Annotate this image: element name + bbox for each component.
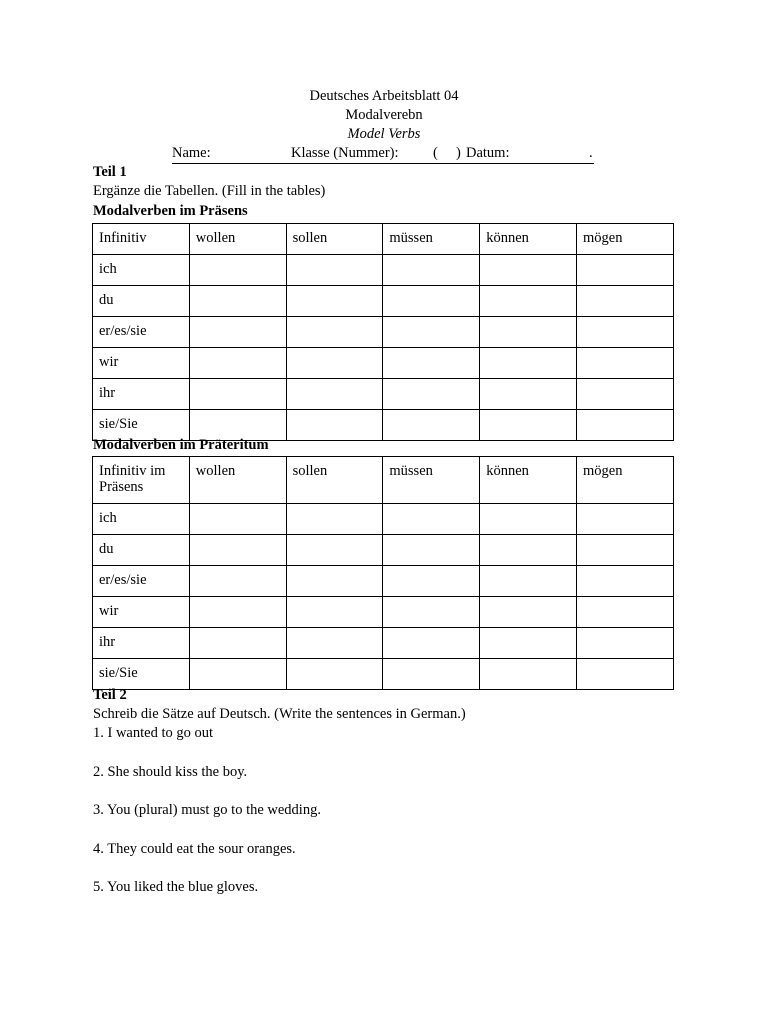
header-cell: mögen [576,457,673,504]
table-row [93,659,674,690]
answer-cell[interactable] [576,628,673,659]
answer-cell[interactable] [480,286,577,317]
table-row [93,504,674,535]
header-cell: können [480,224,577,255]
table-row [93,535,674,566]
class-number-parentheses: ( ) [433,145,461,161]
answer-cell[interactable] [576,659,673,690]
pronoun-cell: er/es/sie [93,317,190,348]
table-row [93,410,674,441]
header-cell: müssen [383,224,480,255]
answer-cell[interactable] [576,566,673,597]
answer-cell[interactable] [576,286,673,317]
answer-cell[interactable] [480,410,577,441]
answer-cell[interactable] [480,348,577,379]
sentence-item: 1. I wanted to go out [93,725,214,741]
header-cell: sollen [286,457,383,504]
header-cell: Infinitiv im Präsens [93,457,190,504]
answer-cell[interactable] [189,504,286,535]
answer-cell[interactable] [383,504,480,535]
answer-cell[interactable] [576,348,673,379]
header-cell: wollen [189,457,286,504]
pronoun-cell: ihr [93,379,190,410]
table-header-row [93,224,674,255]
answer-cell[interactable] [189,566,286,597]
answer-cell[interactable] [480,566,577,597]
answer-cell[interactable] [286,504,383,535]
table-row [93,566,674,597]
name-class-date-line [172,145,594,164]
answer-cell[interactable] [286,410,383,441]
answer-cell[interactable] [189,379,286,410]
line-end-dot: . [589,145,593,161]
pronoun-cell: ihr [93,628,190,659]
header-cell: müssen [383,457,480,504]
answer-cell[interactable] [383,379,480,410]
table-row [93,255,674,286]
table-row [93,628,674,659]
answer-cell[interactable] [189,410,286,441]
part1-instruction: Ergänze die Tabellen. (Fill in the tables) [93,183,326,199]
date-label: Datum: [466,145,510,161]
worksheet-subtitle: Modalverebn [345,107,423,123]
answer-cell[interactable] [480,628,577,659]
answer-cell[interactable] [576,597,673,628]
answer-cell[interactable] [286,379,383,410]
pronoun-cell: sie/Sie [93,659,190,690]
answer-cell[interactable] [480,535,577,566]
answer-cell[interactable] [189,535,286,566]
pronoun-cell: sie/Sie [93,410,190,441]
answer-cell[interactable] [480,317,577,348]
answer-cell[interactable] [383,317,480,348]
answer-cell[interactable] [383,628,480,659]
answer-cell[interactable] [480,255,577,286]
answer-cell[interactable] [286,286,383,317]
answer-cell[interactable] [189,255,286,286]
answer-cell[interactable] [286,597,383,628]
answer-cell[interactable] [383,410,480,441]
answer-cell[interactable] [383,348,480,379]
answer-cell[interactable] [189,597,286,628]
table-row [93,317,674,348]
sentence-item: 3. You (plural) must go to the wedding. [93,802,321,818]
header-cell: mögen [576,224,673,255]
table2-title: Modalverben im Präteritum [93,437,269,453]
part2-heading: Teil 2 [93,687,127,703]
pronoun-cell: du [93,286,190,317]
pronoun-cell: ich [93,504,190,535]
answer-cell[interactable] [480,379,577,410]
answer-cell[interactable] [576,504,673,535]
answer-cell[interactable] [286,348,383,379]
header-cell: wollen [189,224,286,255]
answer-cell[interactable] [286,628,383,659]
header-cell: Infinitiv [93,224,190,255]
answer-cell[interactable] [189,628,286,659]
pronoun-cell: ich [93,255,190,286]
answer-cell[interactable] [576,255,673,286]
answer-cell[interactable] [286,255,383,286]
sentence-item: 5. You liked the blue gloves. [93,879,259,895]
answer-cell[interactable] [189,348,286,379]
answer-cell[interactable] [383,659,480,690]
header-cell: können [480,457,577,504]
answer-cell[interactable] [189,659,286,690]
table-row [93,286,674,317]
answer-cell[interactable] [383,535,480,566]
answer-cell[interactable] [286,659,383,690]
answer-cell[interactable] [576,535,673,566]
name-label: Name: [172,145,211,161]
table-row [93,597,674,628]
answer-cell[interactable] [189,317,286,348]
answer-cell[interactable] [189,286,286,317]
sentence-item: 2. She should kiss the boy. [93,764,248,780]
table-header-row [93,457,674,504]
pronoun-cell: du [93,535,190,566]
pronoun-cell: wir [93,597,190,628]
answer-cell[interactable] [576,317,673,348]
answer-cell[interactable] [576,410,673,441]
class-label: Klasse (Nummer): [291,145,399,161]
header-cell: sollen [286,224,383,255]
answer-cell[interactable] [286,317,383,348]
sentence-item: 4. They could eat the sour oranges. [93,841,296,857]
answer-cell[interactable] [480,504,577,535]
answer-cell[interactable] [480,597,577,628]
past-tense-table [92,456,674,690]
table1-title: Modalverben im Präsens [93,203,248,219]
table-row [93,379,674,410]
answer-cell[interactable] [576,379,673,410]
pronoun-cell: er/es/sie [93,566,190,597]
answer-cell[interactable] [383,255,480,286]
worksheet-title: Deutsches Arbeitsblatt 04 [309,88,459,104]
answer-cell[interactable] [286,535,383,566]
part2-instruction: Schreib die Sätze auf Deutsch. (Write the sentences in German.) [93,706,466,722]
table-row [93,348,674,379]
answer-cell[interactable] [480,659,577,690]
answer-cell[interactable] [383,286,480,317]
worksheet-subtitle-english: Model Verbs [347,126,421,142]
answer-cell[interactable] [286,566,383,597]
part1-heading: Teil 1 [93,164,127,180]
answer-cell[interactable] [383,566,480,597]
pronoun-cell: wir [93,348,190,379]
answer-cell[interactable] [383,597,480,628]
present-tense-table [92,223,674,441]
